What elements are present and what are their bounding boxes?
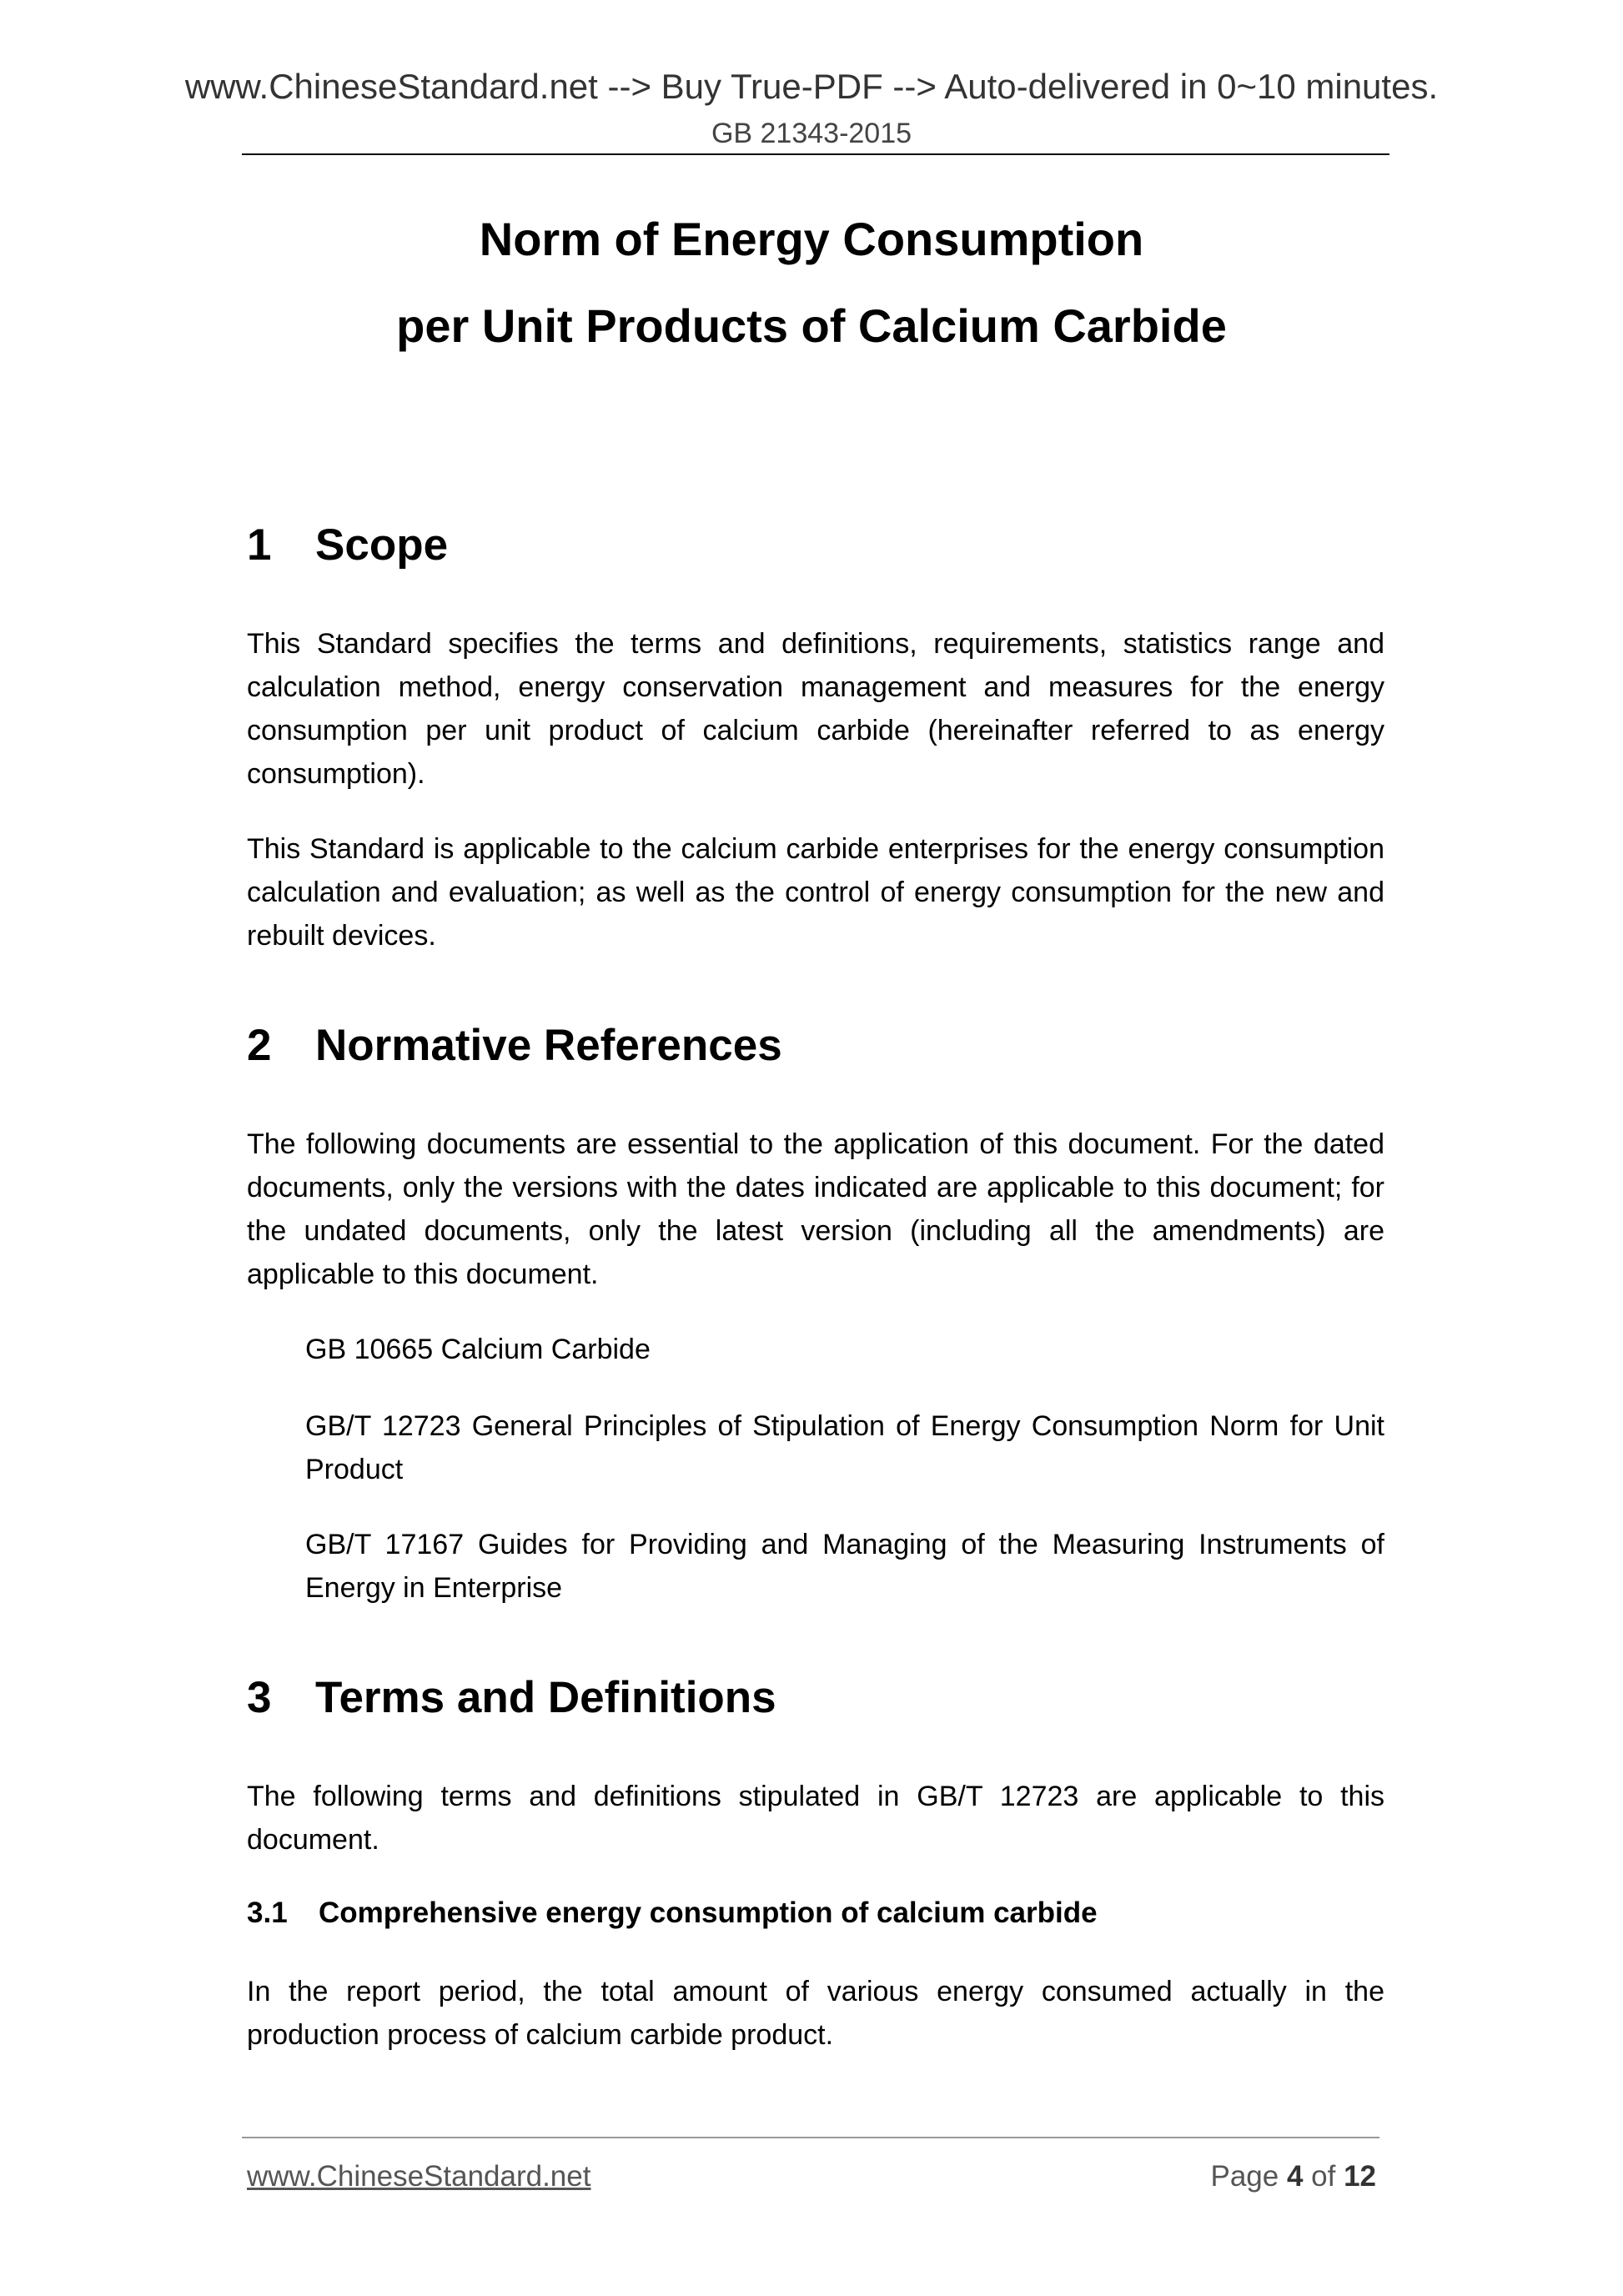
section-number: 1 [247,520,272,570]
footer-divider [242,2137,1379,2138]
section-number: 2 [247,1021,272,1070]
reference-item: GB/T 12723 General Principles of Stipulation of Energy Consumption Norm for Unit Product [305,1410,1384,1485]
footer-website-link[interactable]: www.ChineseStandard.net [247,2160,591,2193]
page-prefix: Page [1210,2160,1287,2193]
section-heading-normative-references [247,1019,782,1073]
references-intro-paragraph: The following documents are essential to the application of this document. For the dated documents, only the versions with the dates indicated are applicable to this document; for the undated documents, only the latest version (including all the amendments) are applicable to this document. [247,1128,1384,1290]
standard-code: GB 21343-2015 [711,118,912,149]
subsection-number: 3.1 [247,1897,288,1929]
section-title: Normative References [315,1021,782,1070]
section-number: 3 [247,1673,272,1722]
scope-paragraph-2: This Standard is applicable to the calcium carbide enterprises for the energy consumption calculation and evaluation; as well as the control of energy consumption for the new and rebuilt devices. [247,833,1384,952]
document-title-line-2: per Unit Products of Calcium Carbide [396,299,1227,352]
reference-item: GB 10665 Calcium Carbide [305,1334,651,1365]
section-heading-terms-and-definitions [247,1671,776,1725]
subsection-3-1-text: In the report period, the total amount of various energy consumed actually in the production process of calcium carbide product. [247,1976,1384,2051]
page-total: 12 [1344,2160,1376,2193]
scope-paragraph-1: This Standard specifies the terms and definitions, requirements, statistics range and calculation method, energy conservation management and measures for the energy consumption per unit product of calcium carbide (hereinafter referred to as energy consumption). [247,628,1384,790]
reference-item: GB/T 17167 Guides for Providing and Managing of the Measuring Instruments of Energy in Enterprise [305,1529,1384,1604]
subsection-heading-3-1 [247,1895,1098,1932]
header-divider [242,153,1389,155]
page-number [1210,2158,1376,2195]
document-title-line-1: Norm of Energy Consumption [479,213,1144,265]
page-of: of [1303,2160,1344,2193]
terms-intro-paragraph: The following terms and definitions stipulated in GB/T 12723 are applicable to this document. [247,1781,1384,1856]
subsection-title: Comprehensive energy consumption of calcium carbide [319,1897,1098,1929]
section-title: Terms and Definitions [315,1673,776,1722]
section-title: Scope [315,520,449,570]
page-current: 4 [1286,2160,1304,2193]
section-heading-scope [247,519,448,572]
header-banner: www.ChineseStandard.net --> Buy True-PDF --> Auto-delivered in 0~10 minutes. [184,67,1439,106]
